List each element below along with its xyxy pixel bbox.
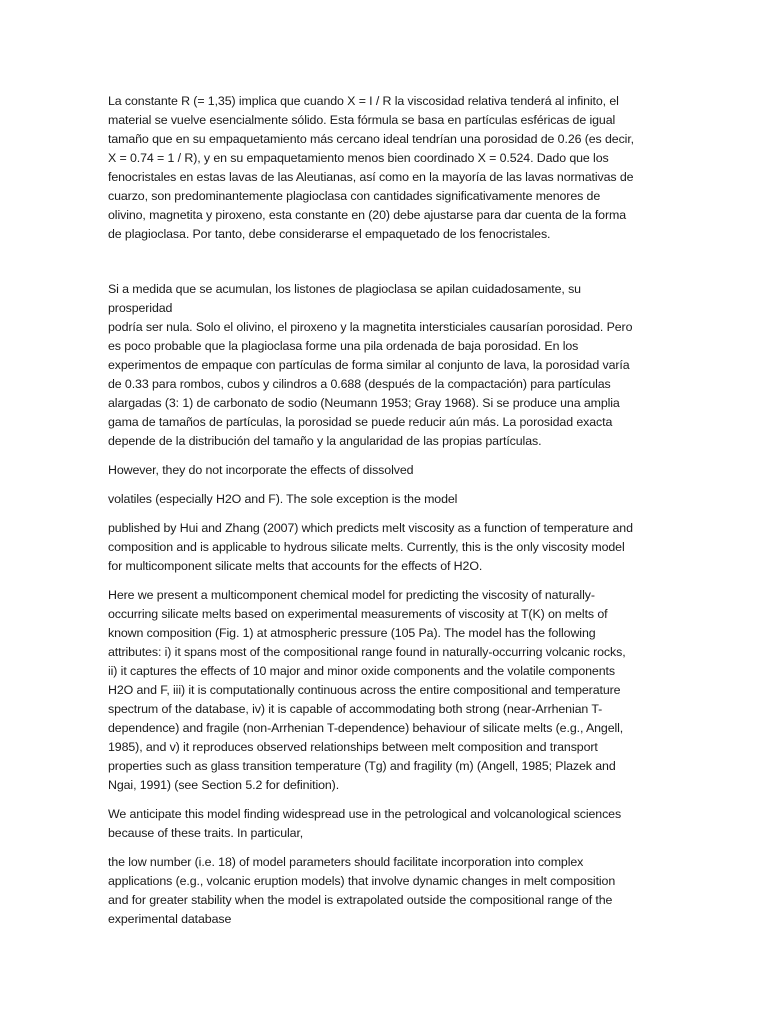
paragraph-model-parameters: the low number (i.e. 18) of model parameters should facilitate incorporation into complex applications (e.g., volcanic eruption models) that involve dynamic changes in melt composition and for greater stability when the model is extrapolated outside the compositional range of the experimental database xyxy=(108,855,616,926)
paragraph-anticipated-use: We anticipate this model finding widespread use in the petrological and volcanological sciences because of these traits. In particular, xyxy=(108,807,622,840)
paragraph-volatiles: volatiles (especially H2O and F). The sole exception is the model xyxy=(108,492,458,506)
paragraph-hui-zhang-model: published by Hui and Zhang (2007) which predicts melt viscosity as a function of temperature and composition and is applicable to hydrous silicate melts. Currently, this is the only viscosity model for multicomponent silicate melts that accounts for the effects of H2O. xyxy=(108,521,633,573)
paragraph-model-attributes: Here we present a multicomponent chemical model for predicting the viscosity of naturally- occurring silicate melts based on experimental measurements of viscosity at T(K) on melts of known composition (Fig. 1) at atmospheric pressure (105 Pa). The model has the following attributes: i) it spans most of the compositional range found in naturally-occurring volcanic rocks, ii) it captures the effects of 10 major and minor oxide components and the volatile components H2O and F, iii) it is computationally continuous across the entire compositional and temperature spectrum of the database, iv) it is capable of accommodating both strong (near-Arrhenian T- dependence) and fragile (non-Arrhenian T-dependence) behaviour of silicate melts (e.g., Angell, 1985), and v) it reproduces observed relationships between melt composition and transport properties such as glass transition temperature (Tg) and fragility (m) (Angell, 1985; Plazek and Ngai, 1991) (see Section 5.2 for definition). xyxy=(108,588,626,792)
paragraph-plagioclase-porosity: Si a medida que se acumulan, los listones de plagioclasa se apilan cuidadosamente, su prosperidad podría ser nula. Solo el olivino, el piroxeno y la magnetita intersticiales causarían porosidad. Pero es poco probable que la plagioclasa forme una pila ordenada de baja porosidad. En los experimentos de empaque con partículas de forma similar al conjunto de lava, la porosidad varía de 0.33 para rombos, cubos y cilindros a 0.688 (después de la compactación) para partículas alargadas (3: 1) de carbonato de sodio (Neumann 1953; Gray 1968). Si se produce una amplia gama de tamaños de partículas, la porosidad se puede reducir aún más. La porosidad exacta depende de la distribución del tamaño y la angularidad de las propias partículas. xyxy=(108,282,633,448)
paragraph-dissolved-effects: However, they do not incorporate the effects of dissolved xyxy=(108,463,414,477)
document-page xyxy=(108,92,648,929)
paragraph-viscosity-constant: La constante R (= 1,35) implica que cuando X = I / R la viscosidad relativa tenderá al infinito, el material se vuelve esencialmente sólido. Esta fórmula se basa en partículas esféricas de igual tamaño que en su empaquetamiento más cercano ideal tendrían una porosidad de 0.26 (es decir, X = 0.74 = 1 / R), y en su empaquetamiento menos bien coordinado X = 0.524. Dado que los fenocristales en estas lavas de las Aleutianas, así como en la mayoría de las lavas normativas de cuarzo, son predominantemente plagioclasa con cantidades significativamente menores de olivino, magnetita y piroxeno, esta constante en (20) debe ajustarse para dar cuenta de la forma de plagioclasa. Por tanto, debe considerarse el empaquetado de los fenocristales. xyxy=(108,94,635,241)
